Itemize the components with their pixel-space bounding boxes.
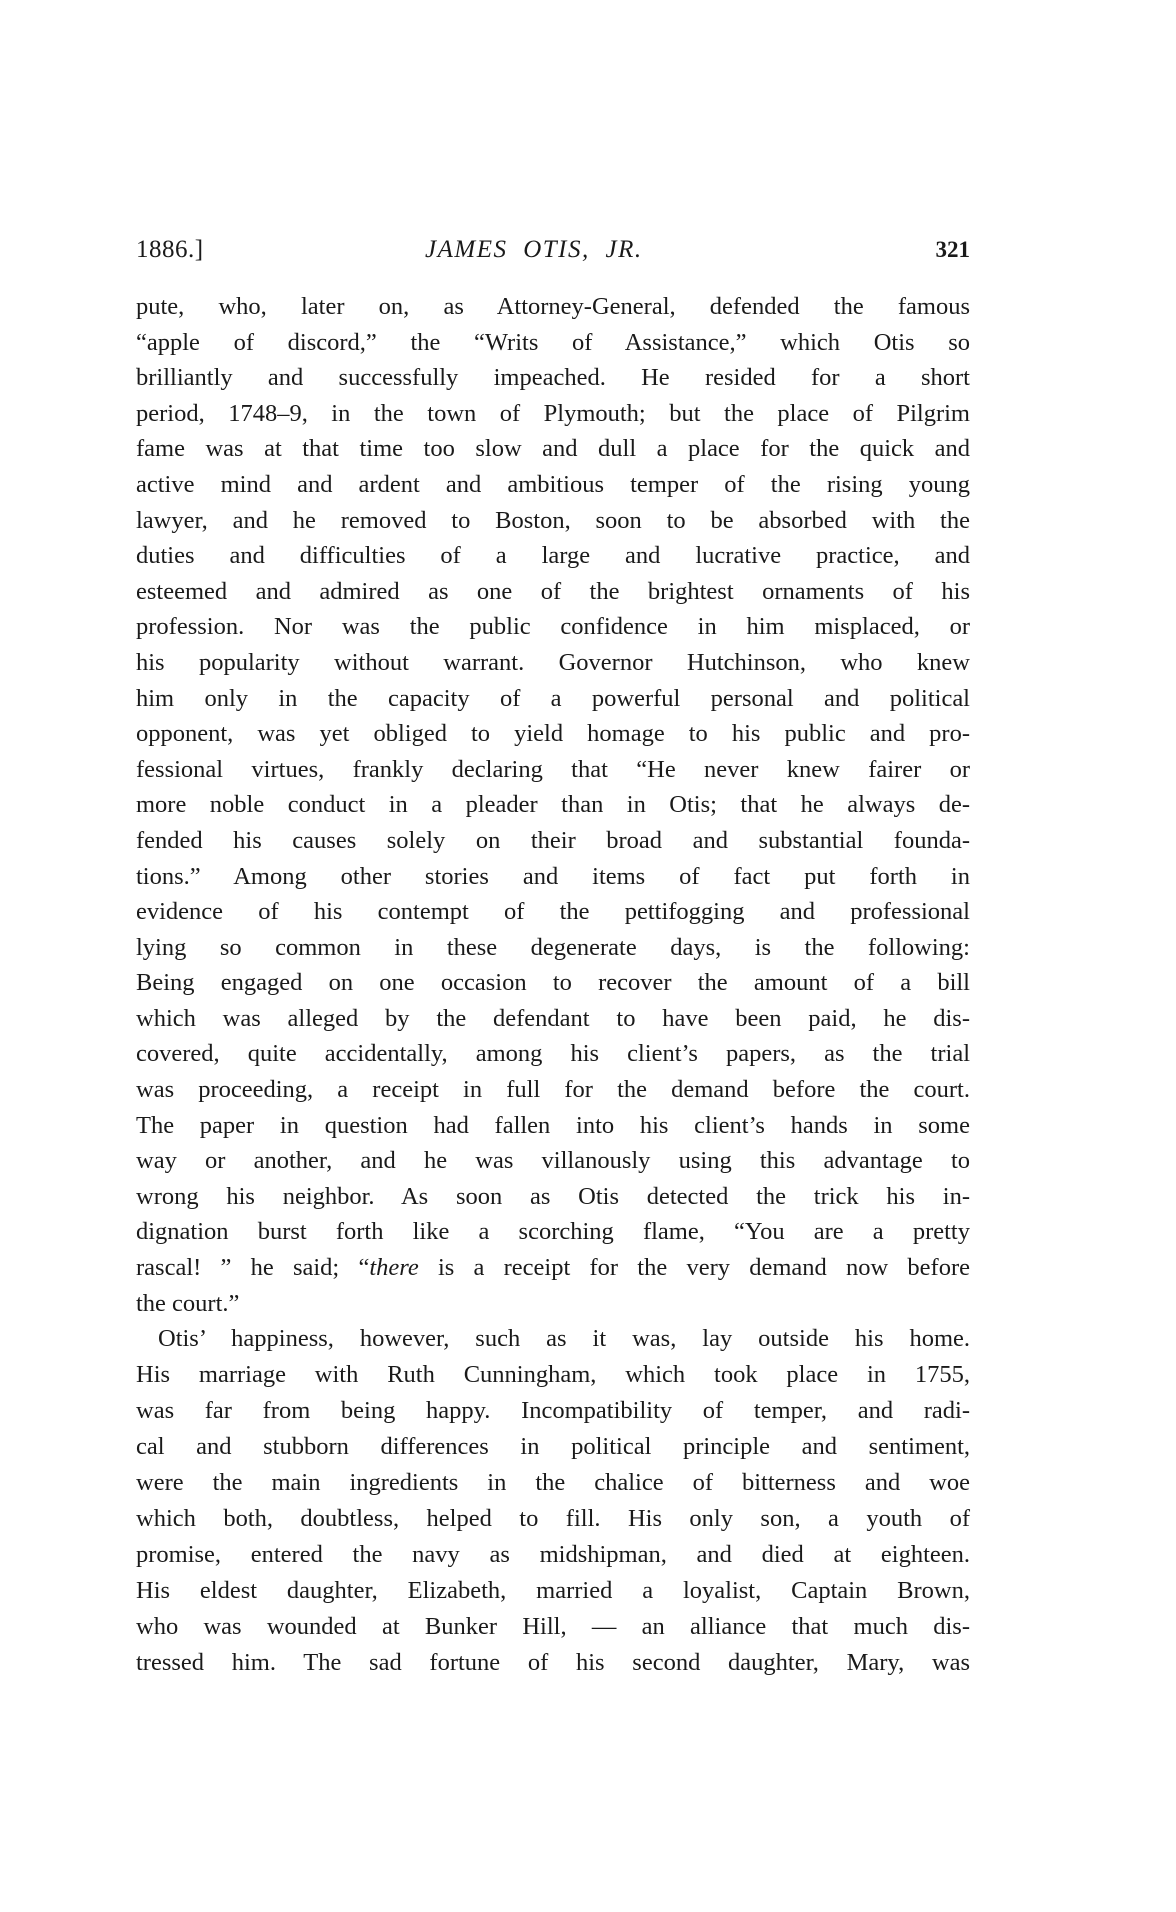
text-line: lying so common in these degenerate days, is the following:	[136, 933, 970, 961]
text-line: covered, quite accidentally, among his client’s papers, as the trial	[136, 1040, 970, 1068]
text-line: period, 1748–9, in the town of Plymouth; but the place of Pilgrim	[136, 399, 970, 427]
text-line: cal and stubborn differences in political principle and sentiment,	[136, 1433, 970, 1461]
text-line: fended his causes solely on their broad and substantial founda-	[136, 826, 970, 854]
running-head	[136, 234, 970, 266]
text-line: Being engaged on one occasion to recover the amount of a bill	[136, 969, 970, 997]
text-line: His eldest daughter, Elizabeth, married a loyalist, Captain Brown,	[136, 1577, 970, 1605]
text-line: was proceeding, a receipt in full for the demand before the court.	[136, 1076, 970, 1104]
text-line: “apple of discord,” the “Writs of Assistance,” which Otis so	[136, 328, 970, 356]
text-line: his popularity without warrant. Governor Hutchinson, who knew	[136, 648, 970, 676]
running-head-year: 1886.]	[136, 236, 204, 263]
text-line: more noble conduct in a pleader than in Otis; that he always de-	[136, 791, 970, 819]
text-line: promise, entered the navy as midshipman, and died at eighteen.	[136, 1541, 970, 1569]
paragraph-1	[136, 289, 970, 1321]
text-line: were the main ingredients in the chalice of bitterness and woe	[136, 1469, 970, 1497]
running-head-title: JAMES OTIS, JR.	[425, 236, 643, 263]
text-line: pute, who, later on, as Attorney-General, defended the famous	[136, 293, 970, 320]
text-line: active mind and ardent and ambitious temper of the rising young	[136, 470, 970, 498]
text-line: the court.”	[136, 1289, 240, 1317]
text-line: brilliantly and successfully impeached. He resided for a short	[136, 364, 970, 392]
text-line: Otis’ happiness, however, such as it was, lay outside his home.	[158, 1325, 970, 1353]
text-line: tions.” Among other stories and items of fact put forth in	[136, 862, 970, 890]
text-line: fessional virtues, frankly declaring that “He never knew fairer or	[136, 755, 970, 783]
page-number: 321	[935, 237, 970, 262]
text-line: duties and difficulties of a large and lucrative practice, and	[136, 542, 970, 570]
text-line-with-italic	[136, 1250, 970, 1286]
text-line: tressed him. The sad fortune of his second daughter, Mary, was	[136, 1649, 970, 1677]
text-line: esteemed and admired as one of the brightest ornaments of his	[136, 577, 970, 605]
body-text	[136, 289, 970, 1681]
text-line: was far from being happy. Incompatibility of temper, and radi-	[136, 1397, 970, 1425]
text-line: way or another, and he was villanously using this advantage to	[136, 1147, 970, 1175]
text-line: which was alleged by the defendant to have been paid, he dis-	[136, 1004, 970, 1032]
text-line: The paper in question had fallen into his client’s hands in some	[136, 1111, 970, 1139]
text-line: fame was at that time too slow and dull a place for the quick and	[136, 435, 970, 463]
text-segment: is a receipt for the very demand now before	[418, 1254, 970, 1282]
text-line: evidence of his contempt of the pettifogging and professional	[136, 898, 970, 926]
text-line: dignation burst forth like a scorching flame, “You are a pretty	[136, 1218, 970, 1246]
text-line: him only in the capacity of a powerful personal and political	[136, 684, 970, 712]
text-line: wrong his neighbor. As soon as Otis detected the trick his in-	[136, 1182, 970, 1210]
text-line: profession. Nor was the public confidence in him misplaced, or	[136, 613, 970, 641]
text-line: lawyer, and he removed to Boston, soon to be absorbed with the	[136, 506, 970, 534]
paragraph-2	[136, 1321, 970, 1681]
text-line: which both, doubtless, helped to fill. His only son, a youth of	[136, 1505, 970, 1533]
text-line: His marriage with Ruth Cunningham, which took place in 1755,	[136, 1361, 970, 1389]
italic-emphasis: there	[369, 1254, 419, 1282]
text-line: who was wounded at Bunker Hill, — an alliance that much dis-	[136, 1613, 970, 1641]
text-line: opponent, was yet obliged to yield homage to his public and pro-	[136, 720, 970, 748]
text-segment: rascal! ” he said; “	[136, 1254, 370, 1282]
